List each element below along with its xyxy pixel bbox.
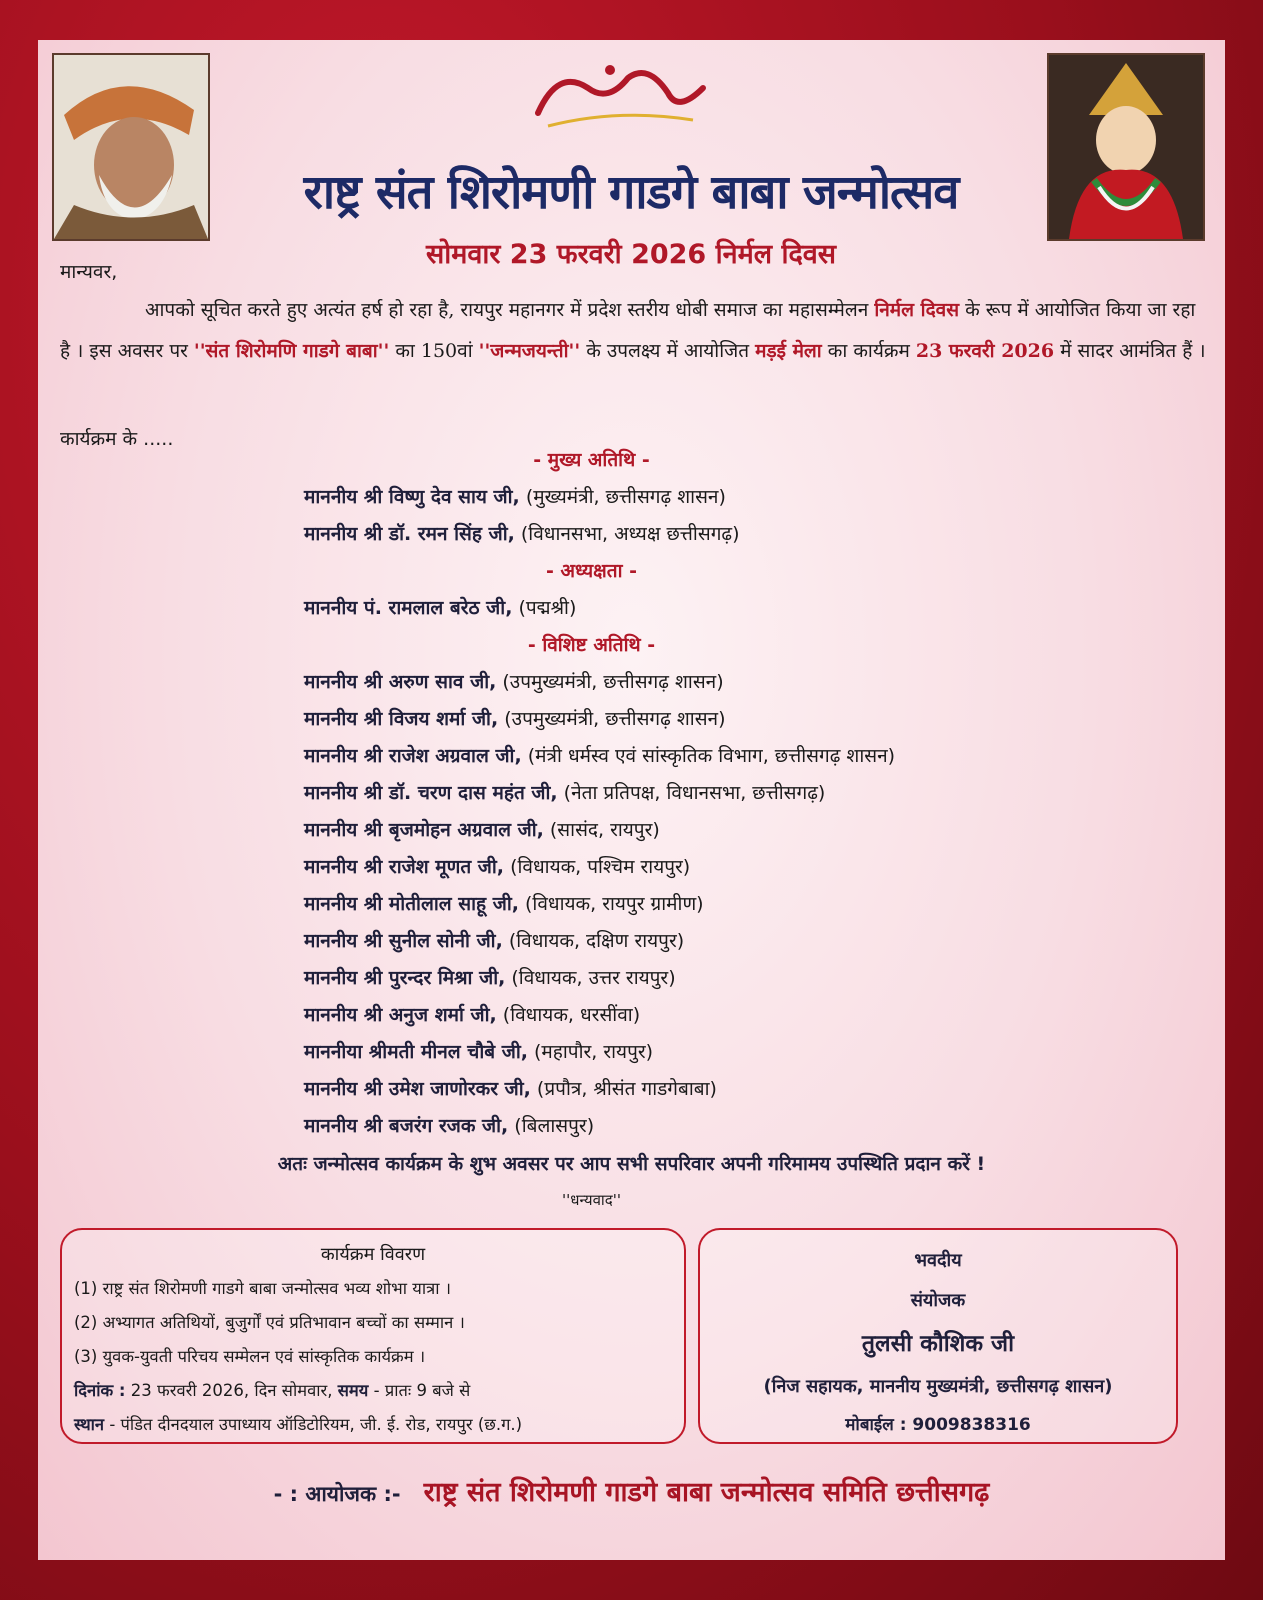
guest-list xyxy=(38,442,1225,1145)
organizer-label: - : आयोजक :- xyxy=(273,1482,401,1506)
program-details-box xyxy=(60,1228,686,1444)
appeal-text: अतः जन्मोत्सव कार्यक्रम के शुभ अवसर पर आप सभी सपरिवार अपनी गरिमामय उपस्थिति प्रदान करें ! xyxy=(277,1153,986,1175)
guest-row: माननीय श्री उमेश जाणोरकर जी, (प्रपौत्र, श्रीसंत गाडगेबाबा) xyxy=(304,1078,717,1100)
deity-image xyxy=(1049,55,1203,239)
guest-row: माननीया श्रीमती मीनल चौबे जी, (महापौर, रायपुर) xyxy=(304,1041,654,1063)
program-intro: कार्यक्रम के ..... xyxy=(60,428,174,450)
guest-row: माननीय श्री डॉ. चरण दास महंत जी, (नेता प्रतिपक्ष, विधानसभा, छत्तीसगढ़) xyxy=(304,782,826,804)
signature-role: संयोजक xyxy=(910,1290,966,1311)
guest-row: माननीय श्री पुरन्दर मिश्रा जी, (विधायक, उत्तर रायपुर) xyxy=(304,967,676,989)
guest-row: माननीय श्री सुनील सोनी जी, (विधायक, दक्षिण रायपुर) xyxy=(304,930,685,952)
guest-row: माननीय पं. रामलाल बरेठ जी, (पद्मश्री) xyxy=(304,597,577,619)
program-item: (2) अभ्यागत अतिथियों, बुजुर्गों एवं प्रतिभावान बच्चों का सम्मान । xyxy=(74,1313,465,1332)
guest-row: माननीय श्री राजेश मूणत जी, (विधायक, पश्चिम रायपुर) xyxy=(304,856,691,878)
greeting: मान्यवर, xyxy=(60,261,118,283)
guest-row: माननीय श्री अनुज शर्मा जी, (विधायक, धरसींवा) xyxy=(304,1004,641,1026)
guest-row: माननीय श्री डॉ. रमन सिंह जी, (विधानसभा, अध्यक्ष छत्तीसगढ़) xyxy=(304,523,740,545)
guest-row: माननीय श्री मोतीलाल साहू जी, (विधायक, रायपुर ग्रामीण) xyxy=(304,893,704,915)
program-venue: स्थान - पंडित दीनदयाल उपाध्याय ऑडिटोरियम, जी. ई. रोड, रायपुर (छ.ग.) xyxy=(74,1415,523,1434)
guest-row: माननीय श्री विष्णु देव साय जी, (मुख्यमंत्री, छत्तीसगढ़ शासन) xyxy=(304,486,726,508)
program-date-time: दिनांक : 23 फरवरी 2026, दिन सोमवार, समय - प्रातः 9 बजे से xyxy=(74,1381,471,1400)
gadge-baba-portrait xyxy=(52,53,210,241)
special-guest-heading: - विशिष्ट अतिथि - xyxy=(527,634,656,656)
invitation-card xyxy=(38,40,1225,1560)
event-date-title: सोमवार 23 फरवरी 2026 निर्मल दिवस xyxy=(425,239,837,270)
thanks-text: ''धन्यवाद'' xyxy=(561,1191,622,1209)
presidency-heading: - अध्यक्षता - xyxy=(545,560,638,582)
guest-row: माननीय श्री विजय शर्मा जी, (उपमुख्यमंत्री, छत्तीसगढ़ शासन) xyxy=(304,708,726,730)
invitation-script-logo xyxy=(518,58,718,138)
program-item: (3) युवक-युवती परिचय सम्मेलन एवं सांस्कृतिक कार्यक्रम । xyxy=(74,1347,426,1366)
guest-row: माननीय श्री बृजमोहन अग्रवाल जी, (सासंद, रायपुर) xyxy=(304,819,660,841)
portrait-image xyxy=(54,55,208,239)
signature-yours: भवदीय xyxy=(914,1250,962,1271)
guest-row: माननीय श्री अरुण साव जी, (उपमुख्यमंत्री, छत्तीसगढ़ शासन) xyxy=(304,671,724,693)
program-details-title: कार्यक्रम विवरण xyxy=(320,1244,426,1265)
page-title: राष्ट्र संत शिरोमणी गाडगे बाबा जन्मोत्सव xyxy=(303,165,959,220)
deity-portrait xyxy=(1047,53,1205,241)
signature-name: तुलसी कौशिक जी xyxy=(861,1331,1015,1357)
signature-box xyxy=(698,1228,1178,1444)
intro-paragraph: आपको सूचित करते हुए अत्यंत हर्ष हो रहा है, रायपुर महानगर में प्रदेश स्तरीय धोबी समाज का महासम्मेलन निर्मल दिवस के रूप में आयोजित किया जा रहा है । इस अवसर पर ''संत शिरोमणि गाडगे बाबा'' का 150वां ''जन्मजयन्ती'' के उपलक्ष्य में आयोजित मड़ई मेला का कार्यक्रम 23 फरवरी 2026 में सादर आमंत्रित हैं । xyxy=(60,299,1206,362)
guest-row: माननीय श्री राजेश अग्रवाल जी, (मंत्री धर्मस्व एवं सांस्कृतिक विभाग, छत्तीसगढ़ शासन) xyxy=(304,745,896,767)
guest-row: माननीय श्री बजरंग रजक जी, (बिलासपुर) xyxy=(304,1115,595,1137)
chief-guest-heading: - मुख्य अतिथि - xyxy=(533,449,650,471)
signature-mobile: मोबाईल : 9009838316 xyxy=(845,1415,1031,1435)
signature-designation: (निज सहायक, माननीय मुख्यमंत्री, छत्तीसगढ़ शासन) xyxy=(763,1376,1113,1397)
organizer-name: राष्ट्र संत शिरोमणी गाडगे बाबा जन्मोत्सव समिति छत्तीसगढ़ xyxy=(423,1477,990,1508)
program-item: (1) राष्ट्र संत शिरोमणी गाडगे बाबा जन्मोत्सव भव्य शोभा यात्रा । xyxy=(74,1279,452,1298)
organizer-footer xyxy=(38,1472,1225,1509)
